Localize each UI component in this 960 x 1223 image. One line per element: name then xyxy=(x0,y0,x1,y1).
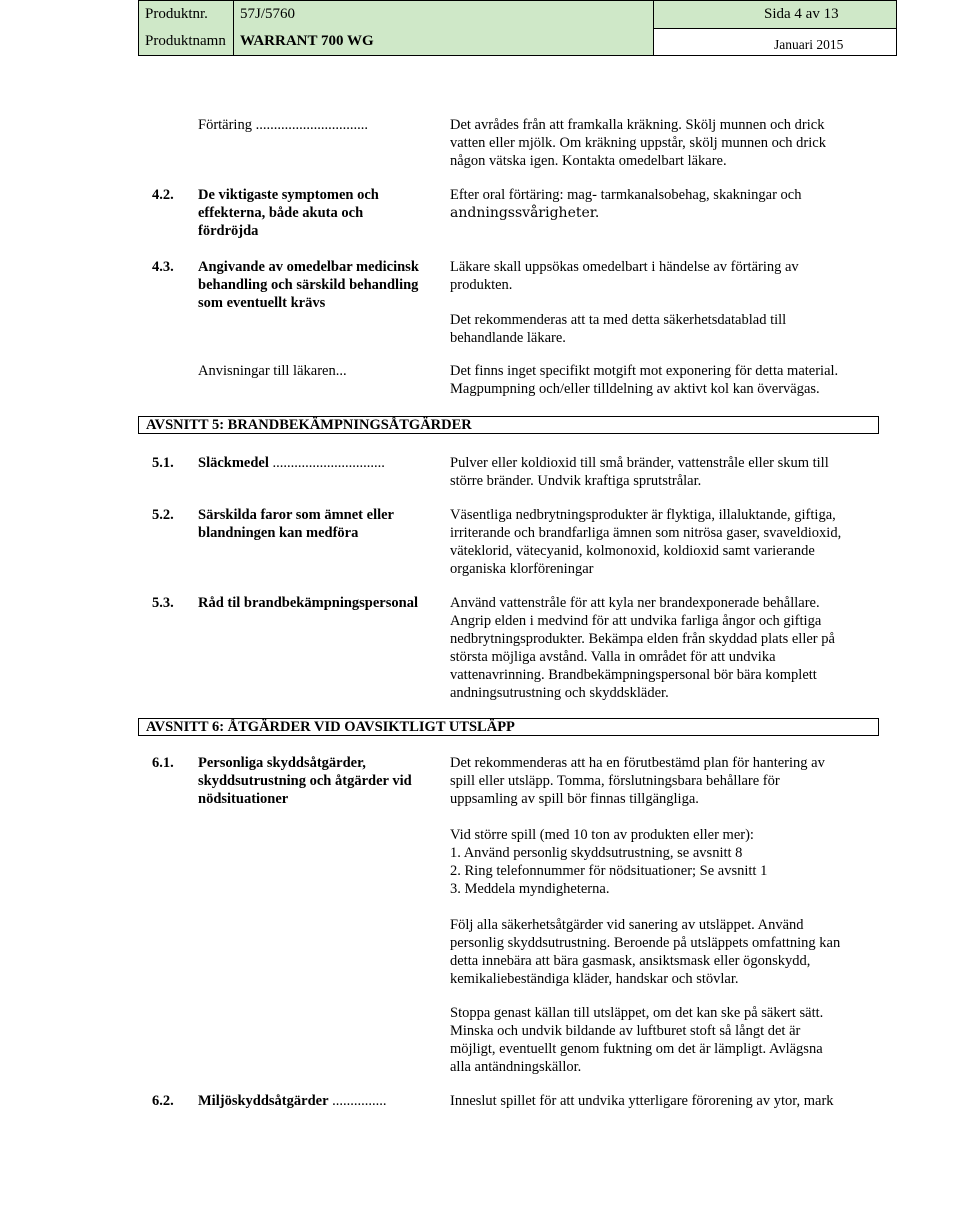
text-line: någon vätska igen. Kontakta omedelbart läkare. xyxy=(450,153,727,169)
anvisningar-text xyxy=(450,362,880,398)
text-line: Det avrådes från att framkalla kräkning. Skölj munnen och drick xyxy=(450,117,825,133)
header-row-1 xyxy=(139,1,896,29)
text-line: största möjliga avstånd. Valla in området för att undvika xyxy=(450,649,776,665)
label-line: De viktigaste symptomen och xyxy=(198,187,379,203)
personal-precautions-p4 xyxy=(450,1004,880,1076)
section-number-4-2: 4.2. xyxy=(152,187,174,203)
text-line: Vid större spill (med 10 ton av produkten eller mer): xyxy=(450,827,754,843)
section-number-5-1: 5.1. xyxy=(152,455,174,471)
produktnamn-label: Produktnamn xyxy=(145,33,226,49)
section-number-6-1: 6.1. xyxy=(152,755,174,771)
label-line: effekterna, både akuta och xyxy=(198,205,364,221)
text-line: behandlande läkare. xyxy=(450,330,566,346)
text-line: större bränder. Undvik kraftiga sprutstrålar. xyxy=(450,473,702,489)
label-line: skyddsutrustning och åtgärder vid xyxy=(198,773,412,789)
text-line: Pulver eller koldioxid till små bränder, vattenstråle eller skum till xyxy=(450,455,829,471)
symptoms-label xyxy=(198,186,443,240)
slackmedel-label-text: Släckmedel xyxy=(198,455,269,471)
label-line: Särskilda faror som ämnet eller xyxy=(198,507,394,523)
label-line: blandningen kan medföra xyxy=(198,525,359,541)
text-line: Väsentliga nedbrytningsprodukter är flyktiga, illaluktande, giftiga, xyxy=(450,507,836,523)
leader-dots: ............................... xyxy=(272,455,385,471)
text-line: andningssvårigheter. xyxy=(450,205,600,221)
label-line: Personliga skyddsåtgärder, xyxy=(198,755,366,771)
personal-precautions-label xyxy=(198,754,443,808)
produktnamn-label-cell xyxy=(139,28,234,55)
treatment-text-b xyxy=(450,311,880,347)
anvisningar-label: Anvisningar till läkaren... xyxy=(198,363,347,379)
produktnamn-value: WARRANT 700 WG xyxy=(240,33,374,49)
text-line: detta innebära att bära gasmask, ansiktsmask eller ögonskydd, xyxy=(450,953,811,969)
text-line: nedbrytningsprodukter. Bekämpa elden från skyddad plats eller på xyxy=(450,631,835,647)
leader-dots: ............... xyxy=(332,1093,387,1109)
text-line: spill eller utsläpp. Tomma, förslutningsbara behållare för xyxy=(450,773,780,789)
firefighter-advice-label: Råd til brandbekämpningspersonal xyxy=(198,595,418,611)
text-line: irriterande och brandfarliga ämnen som nitrösa gaser, svaveldioxid, xyxy=(450,525,842,541)
text-line: Angrip elden i medvind för att undvika farliga ångor och giftiga xyxy=(450,613,822,629)
produktnr-value-cell xyxy=(234,1,654,28)
slackmedel-text xyxy=(450,454,880,490)
text-line: Det rekommenderas att ha en förutbestämd plan för hantering av xyxy=(450,755,825,771)
produktnr-label-cell xyxy=(139,1,234,28)
text-line: produkten. xyxy=(450,277,513,293)
text-line: Magpumpning och/eller tilldelning av aktivt kol kan övervägas. xyxy=(450,381,820,397)
date-cell xyxy=(654,28,896,55)
section-number-4-3: 4.3. xyxy=(152,259,174,275)
environmental-precautions-text: Inneslut spillet för att undvika ytterligare förorening av ytor, mark xyxy=(450,1093,834,1109)
text-line: Efter oral förtäring: mag- tarmkanalsobehag, skakningar och xyxy=(450,187,802,203)
label-line: Angivande av omedelbar medicinsk xyxy=(198,259,419,275)
symptoms-text xyxy=(450,186,880,222)
text-line: kemikaliebeständiga kläder, handskar och stövlar. xyxy=(450,971,739,987)
page-number-cell xyxy=(654,1,896,28)
section-5-title: AVSNITT 5: BRANDBEKÄMPNINGSÅTGÄRDER xyxy=(138,416,879,434)
text-line: alla antändningskällor. xyxy=(450,1059,582,1075)
text-line: vatten eller mjölk. Om kräkning uppstår, skölj munnen och drick xyxy=(450,135,826,151)
environmental-precautions-label xyxy=(198,1092,443,1110)
text-line: Läkare skall uppsökas omedelbart i händelse av förtäring av xyxy=(450,259,799,275)
text-line: personlig skyddsutrustning. Beroende på utsläppets omfattning kan xyxy=(450,935,841,951)
document-header xyxy=(138,0,897,56)
text-line: 2. Ring telefonnummer för nödsituationer; Se avsnitt 1 xyxy=(450,863,768,879)
environmental-precautions-label-text: Miljöskyddsåtgärder xyxy=(198,1093,329,1109)
text-line: möjligt, eventuellt genom fuktning om det är lämpligt. Avlägsna xyxy=(450,1041,823,1057)
produktnamn-value-cell xyxy=(234,28,654,55)
special-hazards-text xyxy=(450,506,880,578)
text-line: uppsamling av spill bör finnas tillgängliga. xyxy=(450,791,699,807)
label-line: fördröjda xyxy=(198,223,259,239)
produktnr-value: 57J/5760 xyxy=(240,6,296,22)
fortaring-label: Förtäring ............................... xyxy=(198,117,368,133)
produktnr-label: Produktnr. xyxy=(145,6,208,22)
text-line: Det finns inget specifikt motgift mot exponering för detta material. xyxy=(450,363,839,379)
label-line: behandling och särskild behandling xyxy=(198,277,419,293)
treatment-text-a xyxy=(450,258,880,294)
personal-precautions-p1 xyxy=(450,754,880,808)
page-number: Sida 4 av 13 xyxy=(764,6,839,22)
text-line: organiska klorföreningar xyxy=(450,561,594,577)
text-line: 3. Meddela myndigheterna. xyxy=(450,881,610,897)
special-hazards-label xyxy=(198,506,443,542)
document-date: Januari 2015 xyxy=(774,37,844,52)
personal-precautions-p3 xyxy=(450,916,880,988)
section-number-5-2: 5.2. xyxy=(152,507,174,523)
text-line: vattenavrinning. Brandbekämpningspersonal bör bära komplett xyxy=(450,667,817,683)
text-line: Det rekommenderas att ta med detta säkerhetsdatablad till xyxy=(450,312,787,328)
treatment-label xyxy=(198,258,443,312)
text-line: 1. Använd personlig skyddsutrustning, se avsnitt 8 xyxy=(450,845,743,861)
header-row-2 xyxy=(139,28,896,55)
label-line: nödsituationer xyxy=(198,791,289,807)
slackmedel-label xyxy=(198,454,443,472)
text-line: väteklorid, vätecyanid, kolmonoxid, koldioxid samt varierande xyxy=(450,543,815,559)
section-6-title: AVSNITT 6: ÅTGÄRDER VID OAVSIKTLIGT UTSLÄPP xyxy=(138,718,879,736)
text-line: Stoppa genast källan till utsläppet, om det kan ske på säkert sätt. xyxy=(450,1005,824,1021)
personal-precautions-p2 xyxy=(450,826,880,898)
fortaring-text xyxy=(450,116,880,170)
text-line: Använd vattenstråle för att kyla ner brandexponerade behållare. xyxy=(450,595,820,611)
section-number-6-2: 6.2. xyxy=(152,1093,174,1109)
section-number-5-3: 5.3. xyxy=(152,595,174,611)
label-line: som eventuellt krävs xyxy=(198,295,326,311)
firefighter-advice-text xyxy=(450,594,880,702)
text-line: Följ alla säkerhetsåtgärder vid sanering av utsläppet. Använd xyxy=(450,917,804,933)
text-line: andningsutrustning och skyddskläder. xyxy=(450,685,669,701)
text-line: Minska och undvik bildande av luftburet stoft så långt det är xyxy=(450,1023,801,1039)
